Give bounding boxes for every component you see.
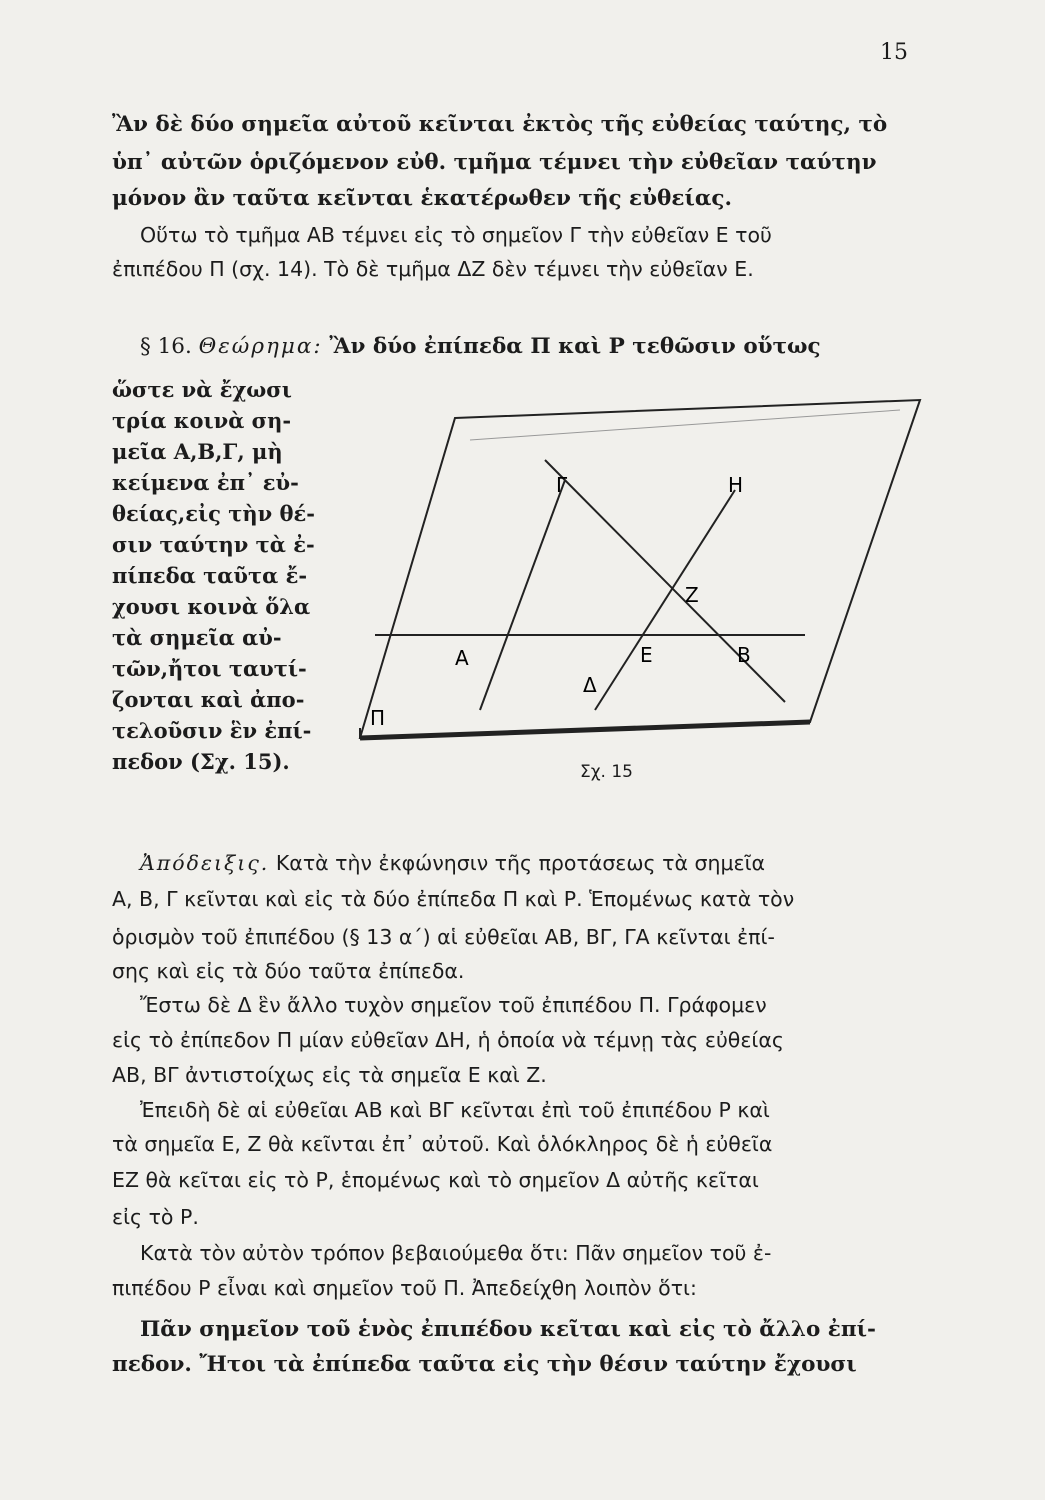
text-line: ΕΖ θὰ κεῖται εἰς τὸ Ρ, ἑπομένως καὶ τὸ σημεῖον Δ αὐτῆς κεῖται	[112, 1168, 759, 1192]
text-line: τὰ σημεῖα αὐ-	[112, 625, 282, 650]
text-line: εἰς τὸ ἐπίπεδον Π μίαν εὐθεῖαν ΔΗ, ἡ ὁποία νὰ τέμνῃ τὰς εὐθείας	[112, 1028, 784, 1052]
proof-first-line	[140, 848, 765, 878]
text-line: ὁρισμὸν τοῦ ἐπιπέδου (§ 13 α΄) αἱ εὐθεῖαι ΑΒ, ΒΓ, ΓΑ κεῖνται ἐπί-	[112, 925, 775, 949]
theorem-label: Θεώρημα:	[198, 334, 323, 359]
theorem-header	[140, 332, 821, 362]
plane-front-edge	[360, 722, 810, 738]
text-line: Ἂν δὲ δύο σημεῖα αὐτοῦ κεῖνται ἐκτὸς τῆς εὐθείας ταύτης, τὸ	[112, 112, 888, 137]
text-line: μεῖα Α,Β,Γ, μὴ	[112, 439, 283, 464]
text-line: Οὕτω τὸ τμῆμα ΑΒ τέμνει εἰς τὸ σημεῖον Γ τὴν εὐθεῖαν Ε τοῦ	[140, 223, 772, 247]
theorem-first-line: Ἂν δύο ἐπίπεδα Π καὶ Ρ τεθῶσιν οὕτως	[329, 334, 821, 359]
text-line: τρία κοινὰ ση-	[112, 408, 292, 433]
conclusion-line: πεδον. Ἤτοι τὰ ἐπίπεδα ταῦτα εἰς τὴν θέσιν ταύτην ἔχουσι	[112, 1352, 857, 1377]
section-number: § 16.	[140, 334, 192, 359]
text-line: σιν ταύτην τὰ ἐ-	[112, 532, 315, 557]
text-line: ἐπιπέδου Π (σχ. 14). Τὸ δὲ τμῆμα ΔΖ δὲν τέμνει τὴν εὐθεῖαν Ε.	[112, 257, 754, 281]
line-ag	[480, 480, 565, 710]
text-line: κείμενα ἐπ᾽ εὐ-	[112, 470, 299, 495]
label-alpha: Α	[455, 646, 469, 670]
conclusion-line: Πᾶν σημεῖον τοῦ ἑνὸς ἐπιπέδου κεῖται καὶ εἰς τὸ ἄλλο ἐπί-	[140, 1317, 876, 1342]
text-line: Κατὰ τὸν αὐτὸν τρόπον βεβαιούμεθα ὅτι: Πᾶν σημεῖον τοῦ ἐ-	[140, 1241, 772, 1265]
text-line: σης καὶ εἰς τὰ δύο ταῦτα ἐπίπεδα.	[112, 959, 465, 983]
text-line: πιπέδου Ρ εἶναι καὶ σημεῖον τοῦ Π. Ἀπεδείχθη λοιπὸν ὅτι:	[112, 1276, 697, 1300]
plane-outline	[360, 400, 920, 738]
theorem-column	[112, 374, 315, 777]
text-line: ὥστε νὰ ἔχωσι	[112, 377, 292, 402]
text-line: μόνον ἂν ταῦτα κεῖνται ἑκατέρωθεν τῆς εὐθείας.	[112, 186, 732, 211]
text-line: Ἔστω δὲ Δ ἓν ἄλλο τυχὸν σημεῖον τοῦ ἐπιπέδου Π. Γράφομεν	[140, 993, 767, 1017]
label-zeta: Ζ	[685, 583, 699, 607]
label-epsilon: Ε	[640, 643, 653, 667]
line-dh	[595, 490, 735, 710]
proof-first-text: Κατὰ τὴν ἐκφώνησιν τῆς προτάσεως τὰ σημεῖα	[275, 851, 766, 875]
proof-label: Ἀπόδειξις.	[140, 851, 270, 875]
label-delta: Δ	[583, 673, 597, 697]
text-line: ζονται καὶ ἀπο-	[112, 687, 305, 712]
text-line: πίπεδα ταῦτα ἔ-	[112, 563, 308, 588]
page-number: 15	[880, 40, 908, 65]
text-line: Ἐπειδὴ δὲ αἱ εὐθεῖαι ΑΒ καὶ ΒΓ κεῖνται ἐπὶ τοῦ ἐπιπέδου Ρ καὶ	[140, 1098, 770, 1122]
text-line: πεδον (Σχ. 15).	[112, 749, 290, 774]
label-eta: Η	[728, 473, 744, 497]
label-gamma: Γ	[556, 473, 568, 497]
text-line: ὑπ᾽ αὐτῶν ὁριζόμενον εὐθ. τμῆμα τέμνει τὴν εὐθεῖαν ταύτην	[112, 150, 877, 175]
figure-15	[340, 380, 930, 750]
text-line: εἰς τὸ Ρ.	[112, 1205, 199, 1229]
text-line: τελοῦσιν ἓν ἐπί-	[112, 718, 312, 743]
figure-caption: Σχ. 15	[580, 762, 634, 782]
text-line: τῶν,ἤτοι ταυτί-	[112, 656, 307, 681]
label-pi: Π	[370, 706, 386, 730]
text-line: χουσι κοινὰ ὅλα	[112, 594, 311, 619]
text-line: θείας,εἰς τὴν θέ-	[112, 501, 315, 526]
text-line: τὰ σημεῖα Ε, Ζ θὰ κεῖνται ἐπ᾽ αὐτοῦ. Καὶ ὁλόκληρος δὲ ἡ εὐθεῖα	[112, 1132, 773, 1156]
text-line: Α, Β, Γ κεῖνται καὶ εἰς τὰ δύο ἐπίπεδα Π καὶ Ρ. Ἑπομένως κατὰ τὸν	[112, 887, 795, 911]
text-line: ΑΒ, ΒΓ ἀντιστοίχως εἰς τὰ σημεῖα Ε καὶ Ζ.	[112, 1063, 547, 1087]
label-beta: Β	[737, 643, 751, 667]
